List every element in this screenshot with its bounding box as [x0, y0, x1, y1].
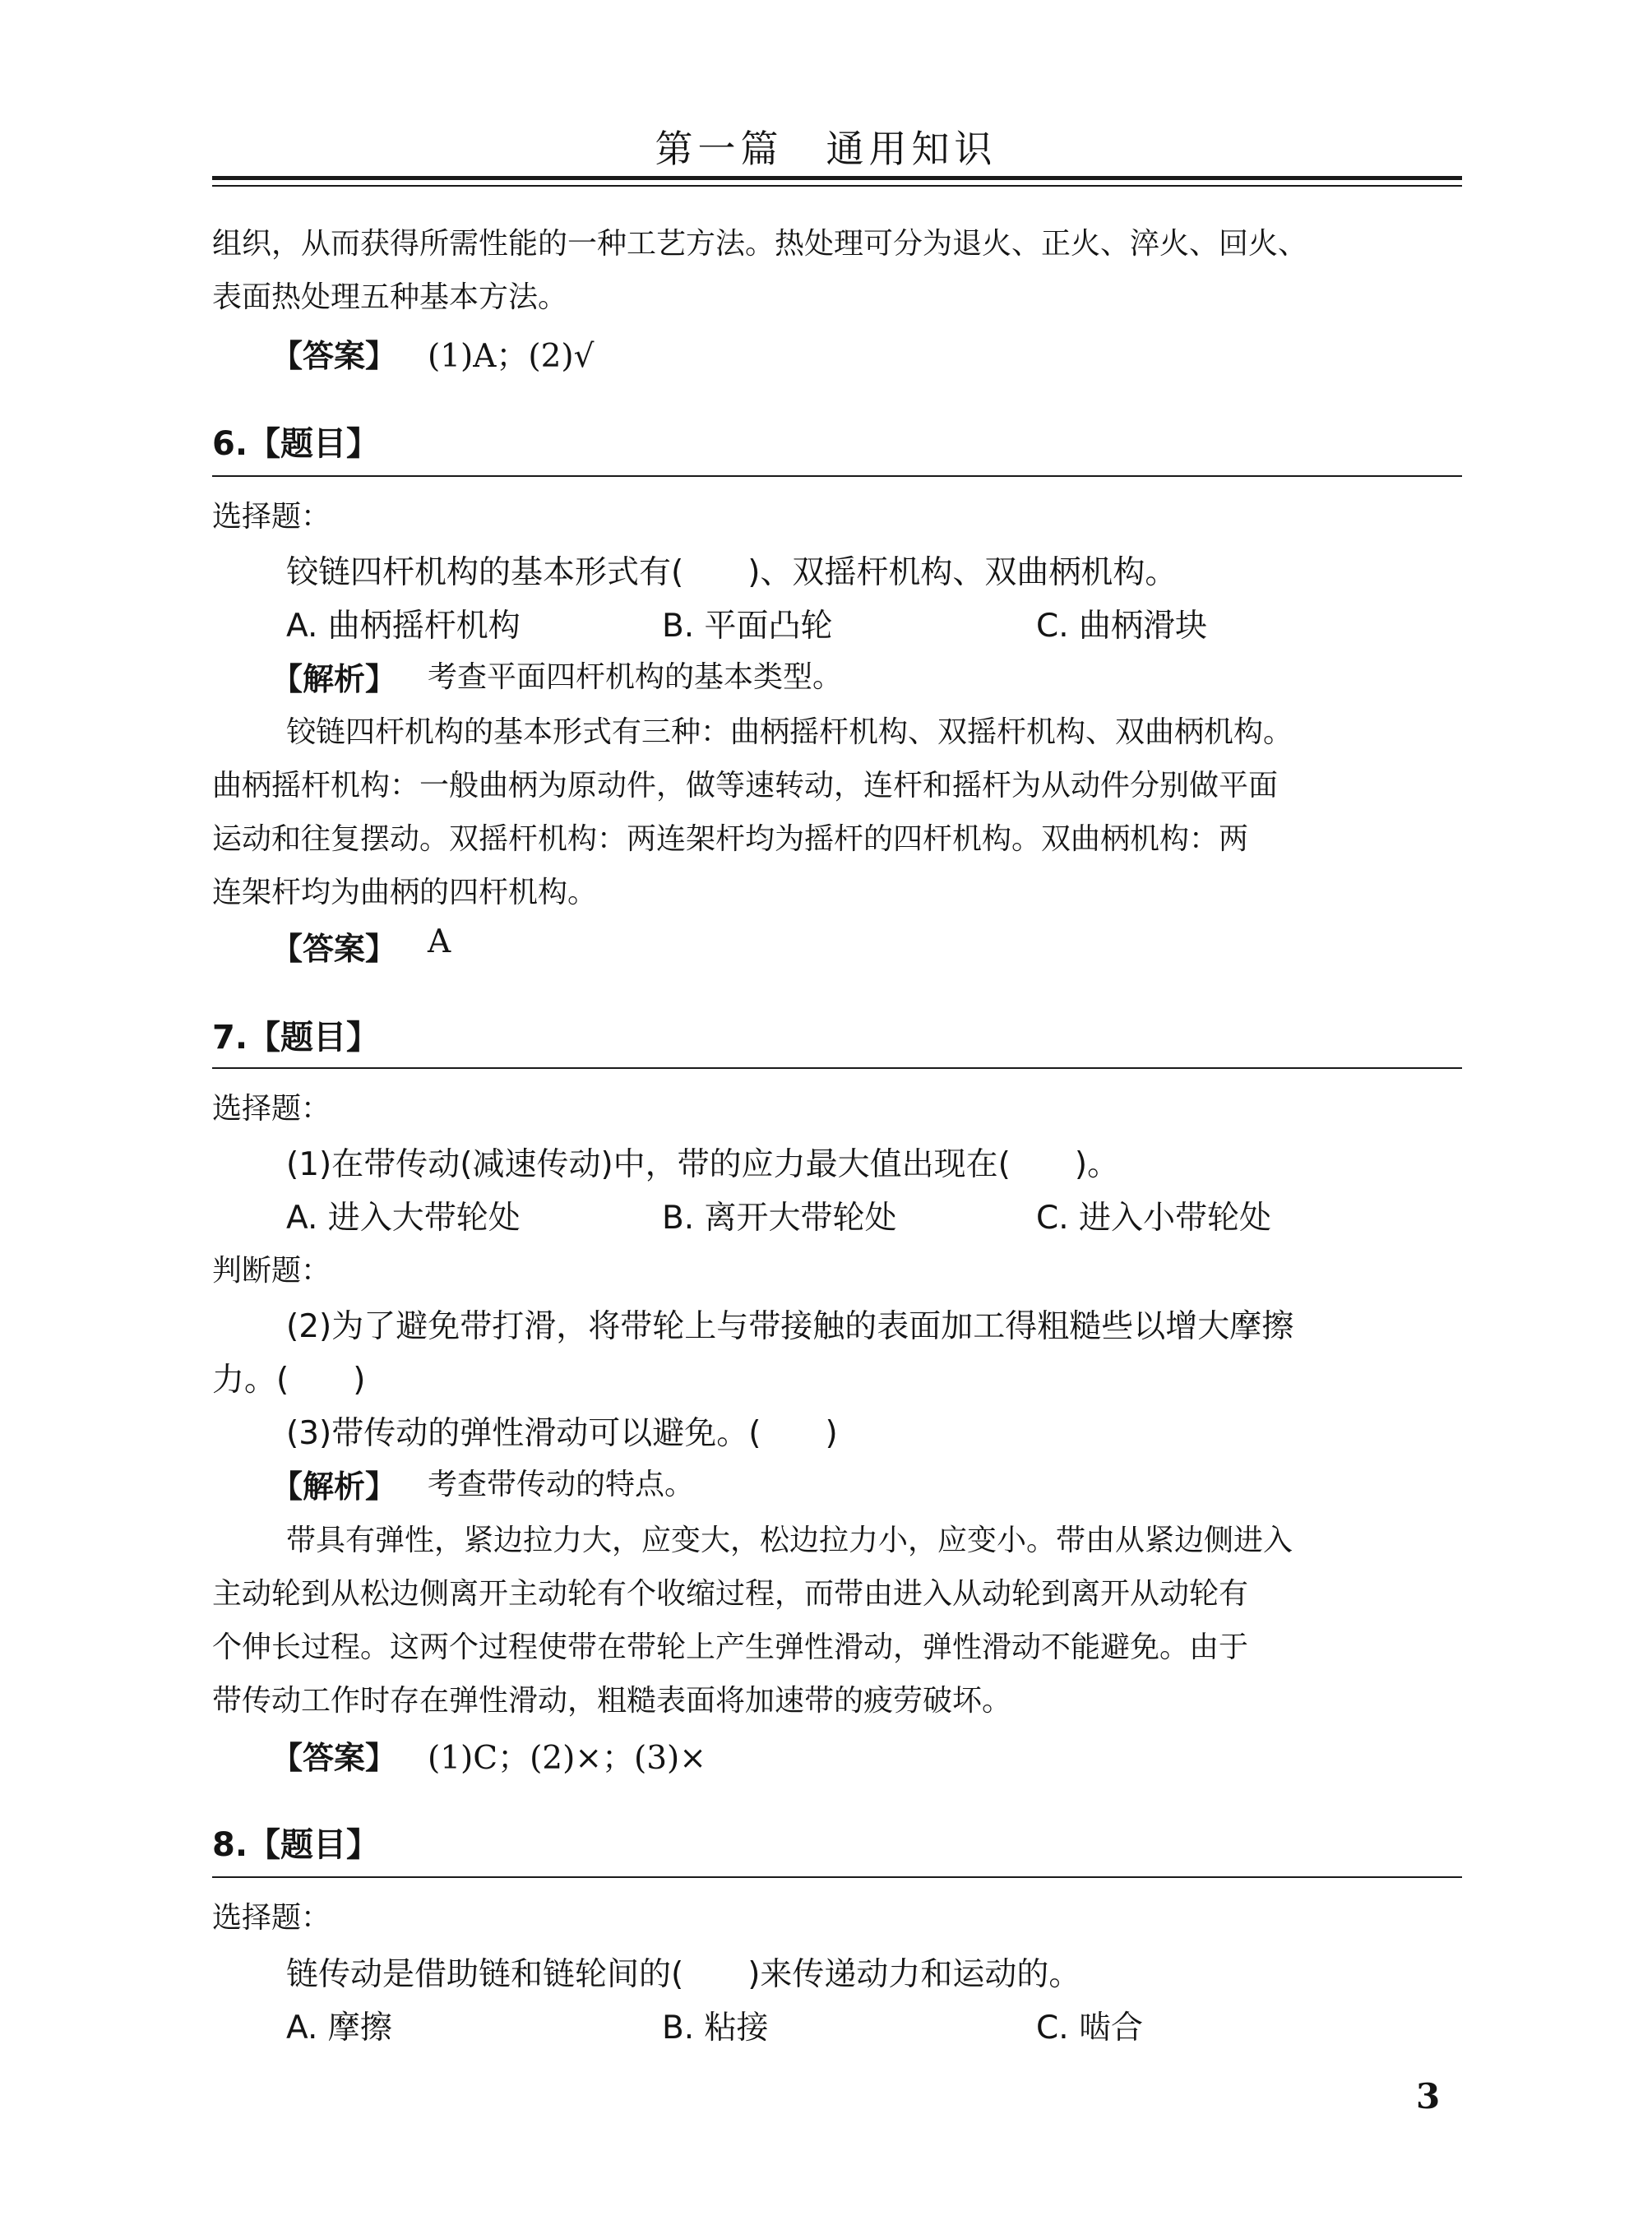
header-rule-thick [212, 176, 1462, 180]
running-header: 第一篇 通用知识 [655, 127, 997, 171]
question-6-option-a: A. 曲柄摇杆机构 [286, 608, 521, 645]
question-6-option-c: C. 曲柄滑块 [1036, 608, 1208, 645]
question-7-analysis-label: 【解析】 [271, 1469, 397, 1505]
question-6-rule [212, 475, 1462, 477]
question-7-answer-label: 【答案】 [271, 1740, 397, 1776]
question-6-analysis-line-1: 铰链四杆机构的基本形式有三种：曲柄摇杆机构、双摇杆机构、双曲柄机构。 [286, 715, 1293, 749]
question-8-title: 8.【题目】 [212, 1826, 380, 1864]
question-6-option-b: B. 平面凸轮 [662, 608, 833, 645]
question-7-option-b: B. 离开大带轮处 [662, 1200, 897, 1237]
question-6-analysis-line-3: 运动和往复摆动。双摇杆机构：两连架杆均为摇杆的四杆机构。双曲柄机构：两 [212, 822, 1249, 856]
question-8-rule [212, 1876, 1462, 1878]
question-7-stem-3: (3)带传动的弹性滑动可以避免。( ) [286, 1415, 838, 1452]
question-7-analysis-text: 考查带传动的特点。 [428, 1468, 695, 1501]
page-number: 3 [1416, 2076, 1441, 2116]
question-7-type-choice: 选择题： [212, 1092, 331, 1126]
question-8-type: 选择题： [212, 1901, 331, 1935]
header-rule-thin [212, 185, 1462, 187]
question-7-analysis-line-2: 主动轮到从松边侧离开主动轮有个收缩过程，而带由进入从动轮到离开从动轮有 [212, 1577, 1249, 1611]
question-6-answer-label: 【答案】 [271, 931, 397, 967]
question-7-type-judge: 判断题： [212, 1254, 331, 1288]
question-7-answer-text: (1)C；(2)×；(3)× [428, 1740, 706, 1777]
question-8-stem: 链传动是借助链和链轮间的( )来传递动力和运动的。 [286, 1956, 1081, 1993]
question-7-stem-1: (1)在带传动(减速传动)中，带的应力最大值出现在( )。 [286, 1146, 1120, 1183]
question-7-rule [212, 1067, 1462, 1069]
question-6-stem: 铰链四杆机构的基本形式有( )、双摇杆机构、双曲柄机构。 [286, 554, 1178, 591]
question-6-analysis-line-4: 连架杆均为曲柄的四杆机构。 [212, 876, 598, 909]
question-7-option-a: A. 进入大带轮处 [286, 1200, 521, 1237]
question-7-analysis-line-3: 个伸长过程。这两个过程使带在带轮上产生弹性滑动，弹性滑动不能避免。由于 [212, 1630, 1249, 1664]
question-7-analysis-line-4: 带传动工作时存在弹性滑动，粗糙表面将加速带的疲劳破坏。 [212, 1684, 1012, 1718]
question-6-analysis-line-2: 曲柄摇杆机构：一般曲柄为原动件，做等速转动，连杆和摇杆为从动件分别做平面 [212, 769, 1279, 802]
question-7-stem-2-line-1: (2)为了避免带打滑，将带轮上与带接触的表面加工得粗糙些以增大摩擦 [286, 1308, 1294, 1345]
answer-text: (1)A；(2)√ [428, 338, 595, 375]
intro-line-2: 表面热处理五种基本方法。 [212, 280, 568, 314]
question-7-option-c: C. 进入小带轮处 [1036, 1200, 1272, 1237]
question-8-option-b: B. 粘接 [662, 2010, 769, 2047]
question-7-analysis-line-1: 带具有弹性，紧边拉力大，应变大，松边拉力小，应变小。带由从紧边侧进入 [286, 1524, 1293, 1557]
question-6-analysis-label: 【解析】 [271, 661, 397, 697]
question-8-option-c: C. 啮合 [1036, 2010, 1144, 2047]
question-6-title: 6.【题目】 [212, 425, 380, 463]
question-6-type: 选择题： [212, 500, 331, 534]
question-7-title: 7.【题目】 [212, 1019, 380, 1057]
question-7-stem-2-line-2: 力。( ) [212, 1362, 366, 1399]
question-6-answer-text: A [428, 923, 451, 960]
intro-line-1: 组织，从而获得所需性能的一种工艺方法。热处理可分为退火、正火、淬火、回火、 [212, 227, 1308, 261]
question-8-option-a: A. 摩擦 [286, 2010, 392, 2047]
question-6-analysis-text: 考查平面四杆机构的基本类型。 [428, 660, 843, 694]
answer-label: 【答案】 [271, 338, 397, 374]
